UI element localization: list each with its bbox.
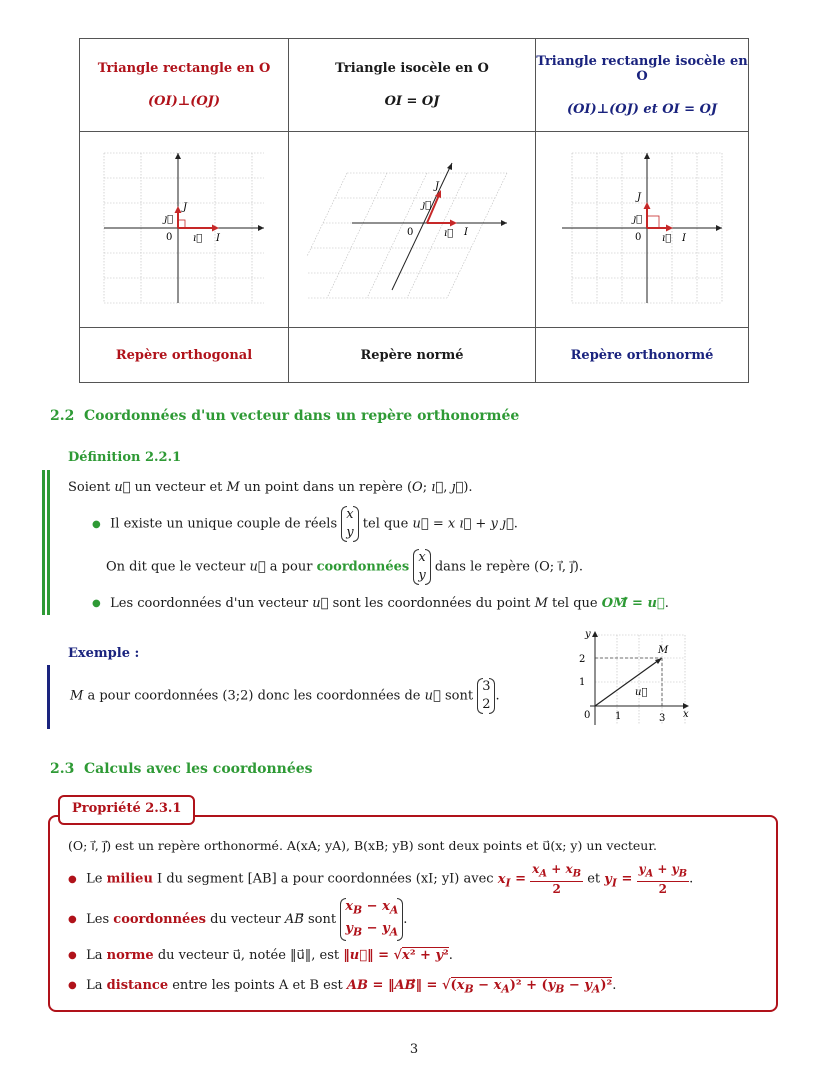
y-tick: 1 bbox=[579, 677, 586, 688]
text: Il existe un unique couple de réels bbox=[110, 516, 338, 532]
I-label: I bbox=[682, 232, 686, 244]
definition-bullet-1-continued: On dit que le vecteur u⃗ a pour coordonnées x y dans le repère (O; ı⃗, ȷ⃗). bbox=[106, 550, 583, 583]
x-tick: 3 bbox=[659, 713, 666, 724]
text: entre les points A et B est bbox=[172, 978, 343, 993]
I-label: I bbox=[464, 226, 468, 238]
text: un point dans un repère bbox=[239, 480, 407, 495]
text: dans le repère (O; ı⃗, ȷ⃗). bbox=[434, 559, 583, 575]
footer-norme: Repère normé bbox=[289, 328, 536, 383]
text: du vecteur u⃗, notée ‖u⃗‖, est bbox=[157, 948, 340, 963]
text: La bbox=[86, 978, 103, 993]
vector-u-label: u⃗ bbox=[635, 687, 648, 698]
text: sont bbox=[307, 912, 337, 928]
i-vector-label: ı⃗ bbox=[662, 232, 672, 244]
col-title: Triangle isocèle en O bbox=[335, 61, 489, 76]
text: On dit que le vecteur bbox=[106, 559, 246, 575]
I-label: I bbox=[216, 232, 220, 244]
property-milieu: ● Le milieu I du segment [AB] a pour coordonnées (xI; yI) avec $x_I$ = $\frac{x_A + x_B}{2}$ et $y_I$ = $\frac{y_A + y_B}{2}$ . bbox=[68, 862, 694, 897]
bullet-icon: ● bbox=[68, 980, 77, 991]
i-vector-label: ı⃗ bbox=[444, 227, 454, 239]
col-orthogonal-header bbox=[80, 39, 289, 132]
keyword-coordonnees: coordonnées bbox=[113, 912, 206, 928]
example-heading: Exemple : bbox=[68, 646, 140, 661]
definition-intro: Soient u⃗ un vecteur et M un point dans un repère (O; ı⃗, ȷ⃗). bbox=[68, 480, 473, 495]
bullet-icon: ● bbox=[92, 598, 101, 609]
text: La bbox=[86, 948, 103, 963]
text: Les coordonnées d'un vecteur bbox=[110, 596, 309, 611]
example-text: M a pour coordonnées (3;2) donc les coordonnées de u⃗ sont 3 2 . bbox=[70, 679, 500, 712]
text: Le bbox=[86, 871, 103, 887]
col-title: Triangle rectangle en O bbox=[97, 61, 271, 76]
example-bar bbox=[47, 665, 50, 729]
x-axis-label: x bbox=[683, 709, 689, 720]
origin-label: 0 bbox=[407, 226, 414, 238]
vec-x: 3 bbox=[482, 679, 491, 694]
section-number: 2.2 bbox=[50, 408, 75, 424]
bullet-icon: ● bbox=[68, 873, 77, 885]
section-title: Calculs avec les coordonnées bbox=[84, 761, 313, 777]
keyword-norme: norme bbox=[106, 948, 154, 963]
bullet-icon: ● bbox=[92, 518, 101, 530]
figure-norme bbox=[289, 132, 536, 328]
orthogonal-diagram bbox=[99, 148, 269, 308]
column-vector-xy: x y bbox=[413, 549, 430, 585]
col-condition: (OI)⊥(OJ) bbox=[148, 94, 220, 109]
J-label: J bbox=[637, 191, 642, 203]
definition-bullet-1: ● Il existe un unique couple de réels x y tel que u⃗ = x ı⃗ + y ȷ⃗. bbox=[92, 507, 518, 540]
y-axis-label: y bbox=[585, 629, 591, 640]
i-vector-label: ı⃗ bbox=[193, 232, 203, 244]
property-distance: ● La distance entre les points A et B est AB = ‖AB⃗‖ = $√(x_B - x_A)^2 + (y_B - y_A)^2$. bbox=[68, 978, 617, 996]
fraction-xI: $\frac{x_A + x_B}{2}$ bbox=[532, 862, 582, 897]
J-label: J bbox=[183, 201, 188, 213]
bullet-icon: ● bbox=[68, 950, 77, 961]
y-tick: 2 bbox=[579, 654, 586, 665]
example-graph bbox=[565, 625, 695, 730]
x-tick: 1 bbox=[615, 711, 622, 722]
origin-label: 0 bbox=[166, 231, 173, 243]
orthonorme-diagram bbox=[557, 148, 727, 308]
property-heading: Propriété 2.3.1 bbox=[58, 795, 195, 825]
text: et bbox=[587, 871, 601, 887]
j-vector-label: ȷ⃗ bbox=[422, 199, 432, 211]
page-number: 3 bbox=[409, 1042, 419, 1057]
text: Soient bbox=[68, 480, 115, 495]
section-number: 2.3 bbox=[50, 761, 75, 777]
figure-orthonorme bbox=[536, 132, 749, 328]
column-vector-AB: $x_B - x_A$ $y_B - y_A$ bbox=[340, 898, 403, 941]
footer-orthogonal: Repère orthogonal bbox=[80, 328, 289, 383]
repere-table bbox=[79, 38, 749, 383]
definition-heading: Définition 2.2.1 bbox=[68, 450, 182, 465]
definition-bullet-2: ● Les coordonnées d'un vecteur u⃗ sont les coordonnées du point M tel que OM⃗ = u⃗. bbox=[92, 596, 669, 611]
column-vector-xy: x y bbox=[341, 506, 358, 542]
x-tick: 0 bbox=[584, 710, 591, 721]
col-condition: (OI)⊥(OJ) et OI = OJ bbox=[566, 101, 718, 117]
origin-label: 0 bbox=[635, 231, 642, 243]
text: sont les coordonnées du point bbox=[332, 596, 531, 611]
point-M-label: M bbox=[658, 645, 669, 656]
text: sont bbox=[444, 688, 474, 704]
figure-orthogonal bbox=[80, 132, 289, 328]
text: tel que bbox=[362, 516, 409, 532]
keyword-distance: distance bbox=[106, 978, 169, 993]
norme-diagram bbox=[307, 153, 517, 303]
keyword-coordonnees: coordonnées bbox=[316, 559, 410, 575]
property-coordonnees: ● Les coordonnées du vecteur AB⃗ sont $x_B - x_A$ $y_B - y_A$ . bbox=[68, 898, 407, 941]
text: du vecteur bbox=[210, 912, 281, 928]
text: un vecteur et bbox=[130, 480, 227, 495]
text: tel que bbox=[552, 596, 598, 611]
col-norme-header bbox=[289, 39, 536, 132]
col-orthonorme-header bbox=[536, 39, 749, 132]
column-vector-3-2 bbox=[477, 678, 495, 714]
definition-bar bbox=[47, 470, 50, 615]
vec-y: 2 bbox=[482, 697, 491, 712]
property-norme: ● La norme du vecteur u⃗, notée ‖u⃗‖, est ‖u⃗‖ = √x² + y². bbox=[68, 948, 453, 963]
text: a pour coordonnées (3;2) donc les coordonnées de bbox=[87, 688, 421, 704]
keyword-milieu: milieu bbox=[106, 871, 153, 887]
section-2-3-heading bbox=[50, 761, 313, 777]
bullet-icon: ● bbox=[68, 914, 77, 926]
text: a pour bbox=[269, 559, 313, 575]
section-title: Coordonnées d'un vecteur dans un repère orthonormée bbox=[84, 408, 520, 424]
text: I du segment [AB] a pour coordonnées (xI; yI) avec bbox=[157, 871, 494, 887]
definition-bar bbox=[42, 470, 45, 615]
J-label: J bbox=[435, 180, 440, 192]
col-title: Triangle rectangle isocèle en O bbox=[536, 53, 748, 84]
footer-orthonorme: Repère orthonormé bbox=[536, 328, 749, 383]
property-intro: (O; ı⃗, ȷ⃗) est un repère orthonormé. A(xA; yA), B(xB; yB) sont deux points et u⃗(x; y) un vecteur. bbox=[68, 838, 657, 853]
repere-notation: (O; ı⃗, ȷ⃗). bbox=[406, 480, 473, 495]
j-vector-label: ȷ⃗ bbox=[164, 213, 174, 225]
col-condition: OI = OJ bbox=[384, 94, 440, 109]
section-2-2-heading bbox=[50, 408, 519, 424]
text: Les bbox=[86, 912, 110, 928]
fraction-yI: $\frac{y_A + y_B}{2}$ bbox=[638, 862, 688, 897]
j-vector-label: ȷ⃗ bbox=[633, 213, 643, 225]
